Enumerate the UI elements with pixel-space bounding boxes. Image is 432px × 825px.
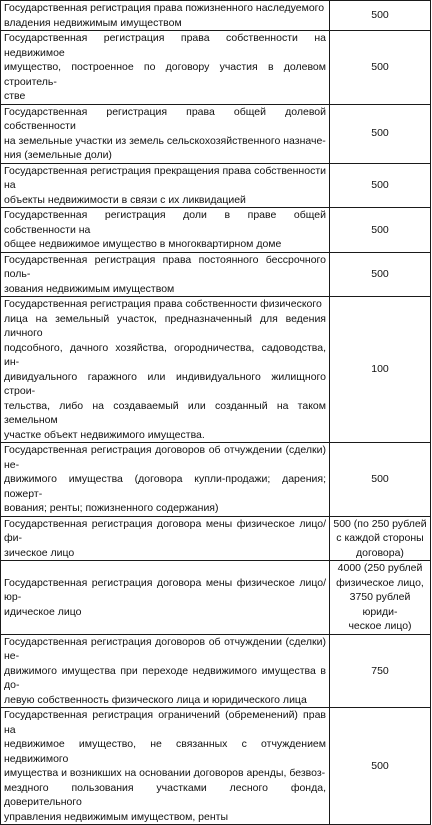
row-description <box>1 1 330 31</box>
row-fee-value <box>330 708 431 825</box>
description-line: общее недвижимое имущество в многоквартирном доме <box>4 238 282 250</box>
row-fee-value <box>330 561 431 635</box>
description-line: тельства, либо на создаваемый или созданный на таком земельном <box>4 399 326 426</box>
table-row <box>1 104 431 163</box>
table-row <box>1 443 431 517</box>
description-line: Государственная регистрация прекращения права собственности на <box>4 164 326 191</box>
fee-line: 3750 рублей юриди- <box>349 591 411 618</box>
description-line: Государственная регистрация доли в праве общей собственности на <box>4 209 326 236</box>
description-line: вования; ренты; пожизненного содержания) <box>4 502 219 514</box>
description-line: стве <box>4 90 26 102</box>
row-fee-value <box>330 104 431 163</box>
description-line: Государственная регистрация договоров об отчуждении (сделки) не- <box>4 444 326 471</box>
fee-line: 500 <box>371 179 389 191</box>
description-line: участке объект недвижимого имущества. <box>4 428 205 441</box>
fee-line: 100 <box>371 363 389 376</box>
table-row <box>1 561 431 635</box>
table-row <box>1 31 431 105</box>
table-row <box>1 208 431 253</box>
description-line: мездного пользования участками лесного фонда, доверительного <box>4 781 326 808</box>
row-fee-value <box>330 31 431 105</box>
row-fee-value <box>330 252 431 297</box>
fee-line: 500 <box>371 759 389 772</box>
description-line: движимого имущества при переходе недвижимого имущества в до- <box>4 664 326 691</box>
description-line: недвижимое имущество, не связанных с отчуждением недвижимого <box>4 738 326 765</box>
description-line: имущества и возникших на основании договоров аренды, безвоз- <box>4 767 326 779</box>
description-line: зования недвижимым имуществом <box>4 282 175 295</box>
fee-line: 500 <box>371 61 389 73</box>
table-row <box>1 634 431 708</box>
description-line: управления недвижимым имуществом, ренты <box>4 810 229 823</box>
row-fee-value <box>330 443 431 517</box>
fee-line: ческое лицо) <box>348 620 412 632</box>
description-line: дивидуального гаражного или индивидуального жилищного строи- <box>4 370 326 397</box>
fee-line: 4000 (250 рублей <box>337 562 423 574</box>
fee-line: физическое лицо, <box>336 576 424 589</box>
fee-table-body <box>1 1 431 825</box>
row-description <box>1 516 330 561</box>
fee-line: 500 <box>371 268 389 280</box>
description-line: Государственная регистрация права постоянного бессрочного поль- <box>4 253 326 280</box>
description-line: владения недвижимым имуществом <box>4 16 182 29</box>
table-row <box>1 163 431 208</box>
row-description <box>1 252 330 297</box>
row-fee-value <box>330 634 431 708</box>
row-description <box>1 443 330 517</box>
fee-line: договора) <box>356 546 404 559</box>
description-line: Государственная регистрация ограничений (обременений) прав на <box>4 709 326 736</box>
row-description <box>1 561 330 635</box>
description-line: Государственная регистрация права собственности на недвижимое <box>4 32 326 59</box>
description-line: зическое лицо <box>4 546 75 559</box>
description-line: Государственная регистрация договора мены физическое лицо/юр- <box>4 576 326 603</box>
row-description <box>1 31 330 105</box>
row-description <box>1 708 330 825</box>
fee-line: 500 <box>371 223 389 236</box>
row-description <box>1 208 330 253</box>
row-fee-value <box>330 516 431 561</box>
fee-line: 500 <box>371 9 389 22</box>
description-line: левую собственность физического лица и юридического лица <box>4 693 307 706</box>
description-line: на земельные участки из земель сельскохозяйственного назначе- <box>4 134 326 147</box>
description-line: подсобного, дачного хозяйства, огородничества, садоводства, ин- <box>4 341 326 368</box>
row-description <box>1 297 330 443</box>
description-line: Государственная регистрация права пожизненного наследуемого <box>4 2 325 14</box>
row-description <box>1 634 330 708</box>
description-line: объекты недвижимости в связи с их ликвидацией <box>4 193 246 206</box>
description-line: лица на земельный участок, предназначенный для ведения личного <box>4 312 326 339</box>
fee-line: 750 <box>371 664 389 677</box>
description-line: Государственная регистрация договоров об отчуждении (сделки) не- <box>4 635 326 662</box>
description-line: идическое лицо <box>4 605 82 618</box>
fee-line: 500 (по 250 рублей <box>333 517 427 530</box>
table-row <box>1 297 431 443</box>
table-row <box>1 516 431 561</box>
description-line: Государственная регистрация права общей долевой собственности <box>4 105 326 132</box>
description-line: имущество, построенное по договору участия в долевом строитель- <box>4 61 326 88</box>
row-fee-value <box>330 208 431 253</box>
description-line: Государственная регистрация договора мены физическое лицо/фи- <box>4 517 326 544</box>
row-description <box>1 163 330 208</box>
table-row <box>1 1 431 31</box>
description-line: ния (земельные доли) <box>4 149 112 161</box>
row-fee-value <box>330 1 431 31</box>
row-description <box>1 104 330 163</box>
fee-line: 500 <box>371 127 389 140</box>
row-fee-value <box>330 163 431 208</box>
table-row <box>1 708 431 825</box>
fee-line: с каждой стороны <box>336 532 424 544</box>
description-line: Государственная регистрация права собственности физического <box>4 298 322 310</box>
row-fee-value <box>330 297 431 443</box>
fee-line: 500 <box>371 473 389 485</box>
table-row <box>1 252 431 297</box>
description-line: движимого имущества (договора купли-продажи; дарения; пожерт- <box>4 473 326 500</box>
